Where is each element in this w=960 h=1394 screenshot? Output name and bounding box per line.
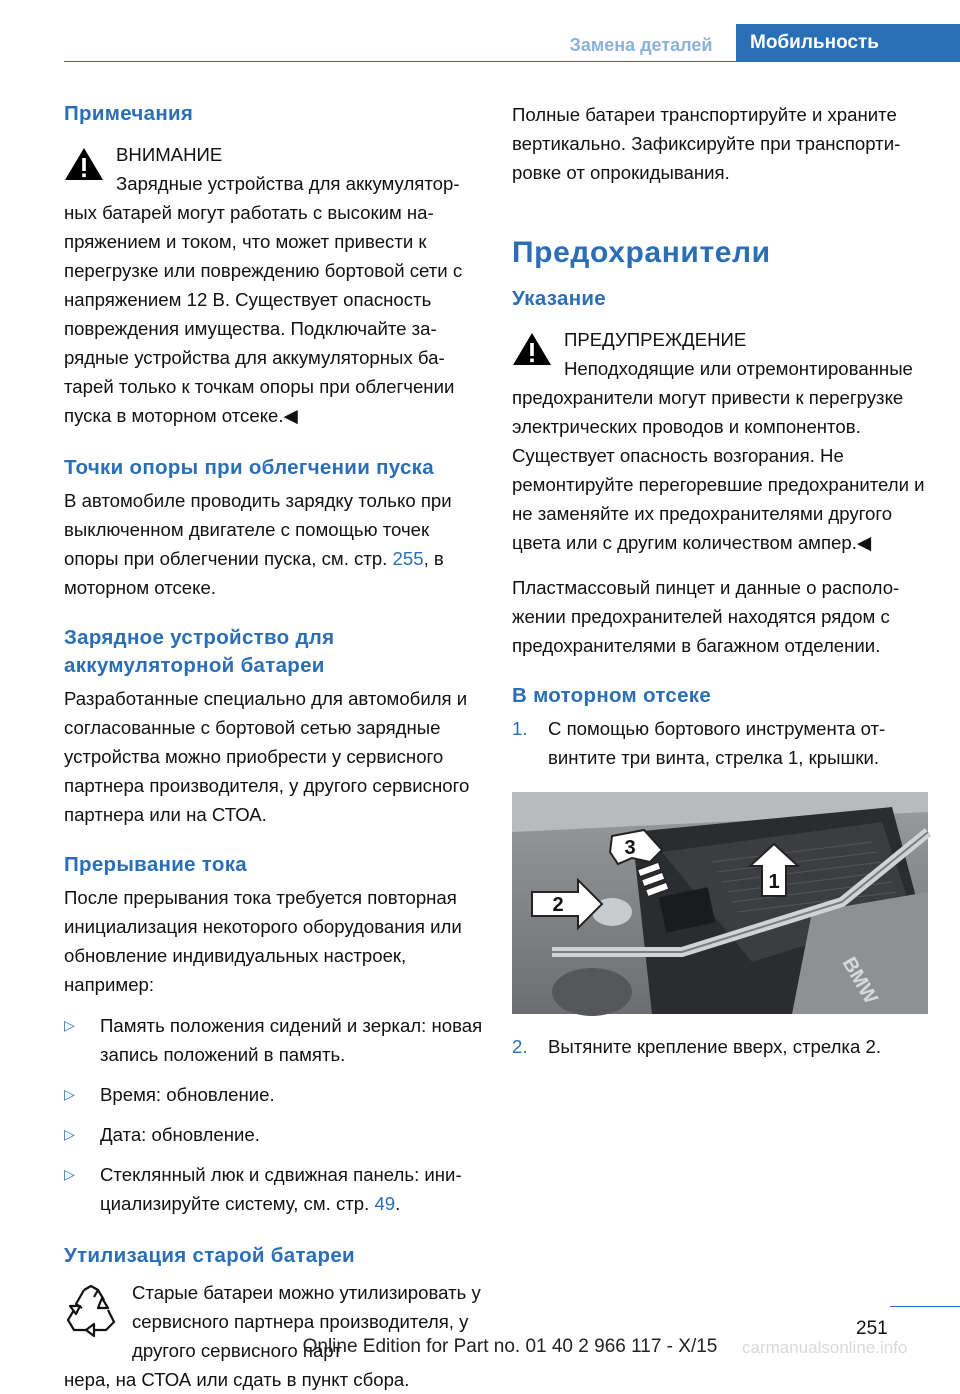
charger-heading: Зарядное устройство для аккумуляторной батареи [64, 626, 335, 677]
list-item: ▷ Стеклянный люк и сдвижная панель: инициализируйте систему, см. стр. 49. [64, 1160, 484, 1218]
disposal-text: Старые батареи можно утилизировать у сервисного партнера производителя, у другого сервисного парт [132, 1282, 481, 1361]
warning-text: Неподходящие или отремонтированные предохранители могут привести к перегрузке электрических проводов и компонентов. Существует опасность возгорания. Не ремонтируйте перегоревшие предохранители и не заменяйте их предохранителями другого цвета или с другим количеством ампер.◀ [512, 358, 925, 553]
list-item: 1. С помощью бортового инструмента отвинтите три винта, стрелка 1, крышки. [512, 714, 932, 772]
list-item: ▷ Память положения сидений и зеркал: новая запись положений в память. [64, 1011, 484, 1069]
steps-list [512, 714, 932, 772]
chapter-tab[interactable]: Мобильность [736, 24, 960, 62]
fuse-warning-block [512, 325, 932, 557]
engine-bay-heading: В моторном отсеке [512, 684, 712, 707]
reinit-list [64, 1011, 484, 1218]
transport-text: Полные батареи транспортируйте и храните вертикально. Зафиксируйте при транспортировке от опрокидывания. [512, 104, 901, 183]
left-column [64, 100, 484, 1394]
interruption-text: После прерывания тока требуется повторная инициализация некоторого оборудования или обновление индивидуальных настроек, например: [64, 887, 462, 995]
arrow-label-1: 1 [768, 871, 780, 893]
engine-logo-text: BMW [837, 953, 882, 1008]
page-header [0, 0, 960, 62]
arrow-label-2: 2 [552, 894, 564, 916]
triangle-bullet-icon: ▷ [64, 1086, 75, 1102]
fuses-heading: Предохранители [512, 236, 771, 269]
page-number: 251 [856, 1318, 888, 1339]
warning-text: Зарядные устройства для аккумуляторных батарей могут работать с высоким напряжением и током, что может привести к перегрузке или повреждению бортовой сети с напряжением 12 В. Существует опасность повреждения имущества. Подключайте зарядные устройства для аккумуляторных батарей только к точкам опоры при облегчении пуска в моторном отсеке.◀ [64, 173, 463, 426]
interruption-heading: Прерывание тока [64, 853, 247, 876]
notes-heading: Примечания [64, 102, 194, 125]
warning-icon [64, 146, 104, 182]
warning-label: ПРЕДУПРЕЖДЕНИЕ [564, 329, 747, 350]
charger-text: Разработанные специально для автомобиля и согласованные с бортовой сетью зарядные устройства можно приобрести у сервисного партнера производителя, у другого сервисного партнера или на СТОА. [64, 688, 470, 825]
triangle-bullet-icon: ▷ [64, 1126, 75, 1142]
right-column [512, 100, 932, 1061]
list-item: ▷ Время: обновление. [64, 1080, 484, 1109]
triangle-bullet-icon: ▷ [64, 1017, 75, 1033]
warning-block [64, 140, 484, 430]
disposal-text-end: нера, на СТОА или сдать в пункт сбора. [64, 1369, 410, 1390]
disposal-heading: Утилизация старой батареи [64, 1244, 355, 1267]
jump-start-heading: Точки опоры при облегчении пуска [64, 456, 434, 479]
online-edition-note: Online Edition for Part no. 01 40 2 966 117 - X/15 [302, 1336, 718, 1357]
jump-start-text: В автомобиле проводить зарядку только при выключенном двигателе с помощью точек опоры при облегчении пуска, см. стр. 255, в моторном отсеке. [64, 490, 452, 598]
triangle-bullet-icon: ▷ [64, 1166, 75, 1182]
step-number: 1. [512, 718, 528, 739]
note-heading: Указание [512, 287, 606, 310]
engine-bay-photo [512, 792, 928, 1014]
warning-label: ВНИМАНИЕ [116, 144, 223, 165]
warning-icon [512, 331, 552, 367]
page-link-255[interactable]: 255 [392, 548, 424, 569]
step-number: 2. [512, 1036, 528, 1057]
list-item: 2. Вытяните крепление вверх, стрелка 2. [512, 1032, 932, 1061]
arrow-label-3: 3 [624, 837, 636, 859]
page-link-49[interactable]: 49 [374, 1193, 396, 1214]
list-item: ▷ Дата: обновление. [64, 1120, 484, 1149]
section-tab[interactable]: Замена деталей [569, 35, 713, 55]
footer-rule [890, 1306, 960, 1307]
watermark: carmanualsonline.info [742, 1338, 908, 1357]
tweezers-text: Пластмассовый пинцет и данные о расположении предохранителей находятся рядом с предохранителями в багажном отделении. [512, 577, 900, 656]
recycle-icon [64, 1282, 118, 1336]
steps-list-2 [512, 1032, 932, 1061]
